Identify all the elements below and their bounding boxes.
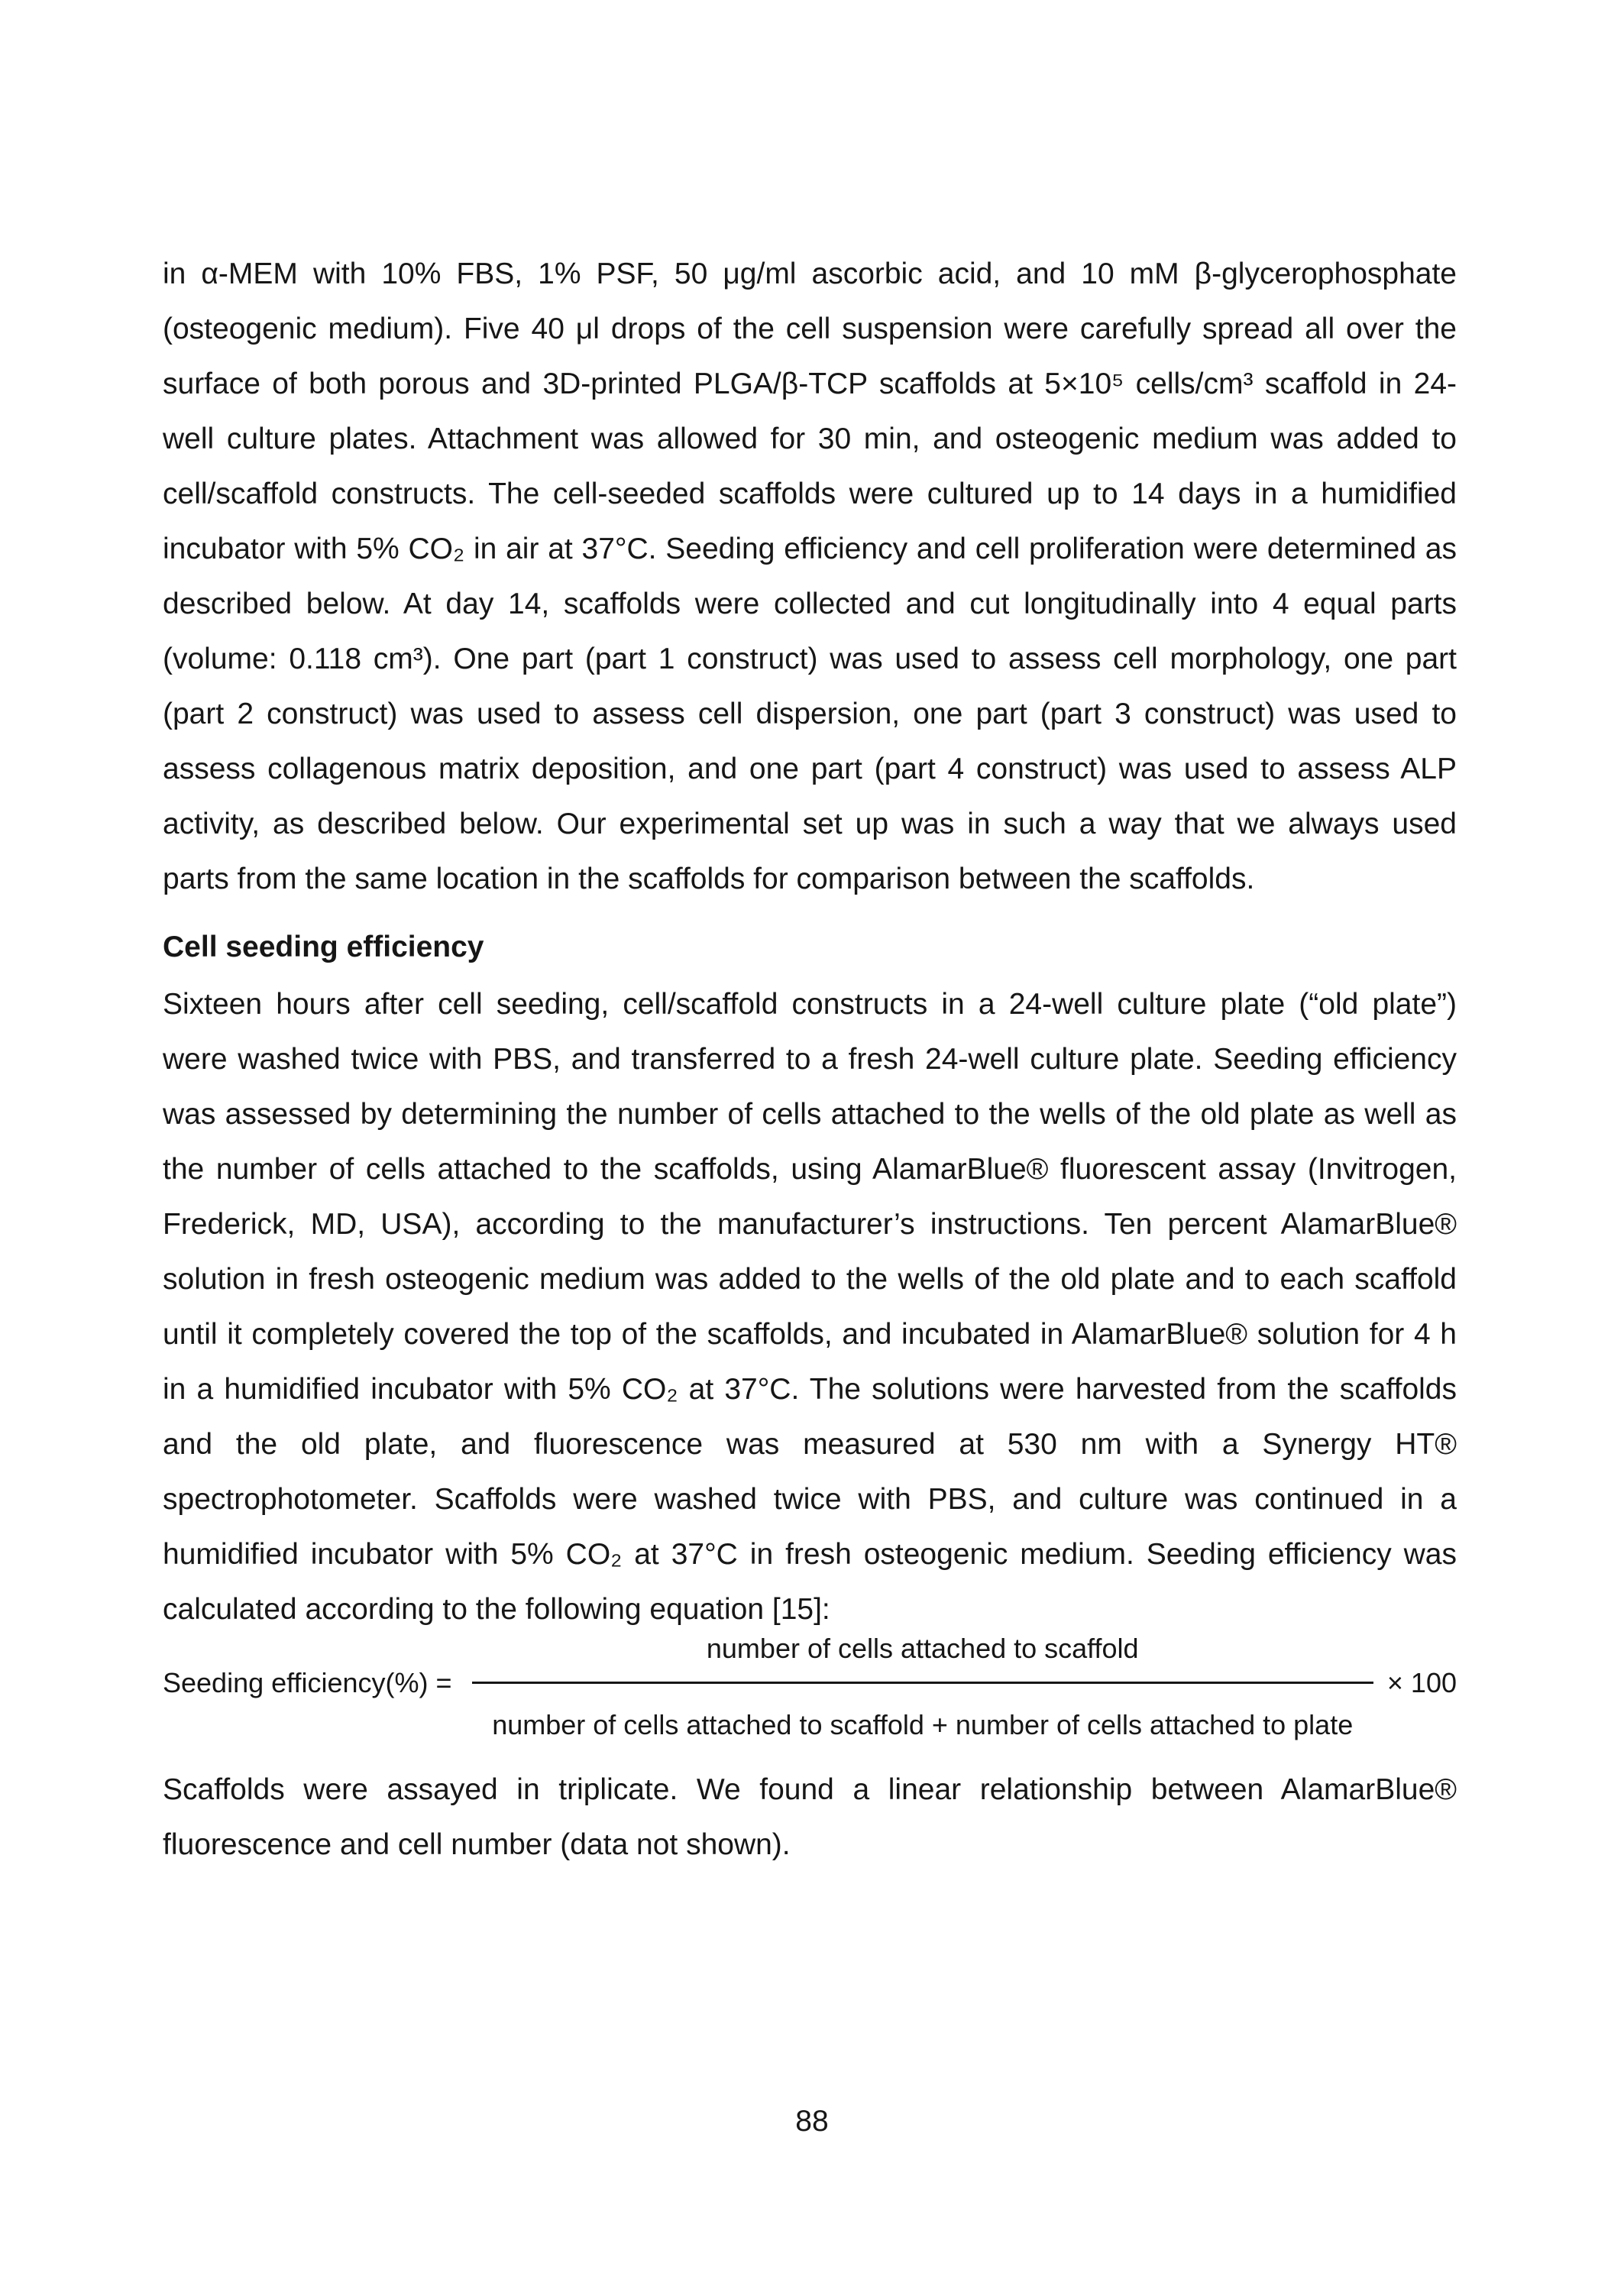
paragraph-culture-methods: in α-MEM with 10% FBS, 1% PSF, 50 μg/ml ascorbic acid, and 10 mM β-glycerophosphate (osteogenic medium). Five 40 μl drops of the cell suspension were carefully spread all over the surface of both porous and 3D-printed PLGA/β-TCP scaffolds at 5×10⁵ cells/cm³ scaffold in 24-well culture plates. Attachment was allowed for 30 min, and osteogenic medium was added to cell/scaffold constructs. The cell-seeded scaffolds were cultured up to 14 days in a humidified incubator with 5% CO₂ in air at 37°C. Seeding efficiency and cell proliferation were determined as described below. At day 14, scaffolds were collected and cut longitudinally into 4 equal parts (volume: 0.118 cm³). One part (part 1 construct) was used to assess cell morphology, one part (part 2 construct) was used to assess cell dispersion, one part (part 3 construct) was used to assess collagenous matrix deposition, and one part (part 4 construct) was used to assess ALP activity, as described below. Our experimental set up was in such a way that we always used parts from the same location in the scaffolds for comparison between the scaffolds. xyxy=(163,257,1457,895)
equation-multiplier: × 100 xyxy=(1386,1667,1457,1698)
equation-lhs: Seeding efficiency(%) = xyxy=(163,1667,452,1698)
equation-denominator: number of cells attached to scaffold + number of cells attached to plate xyxy=(492,1709,1354,1740)
page-number: 88 xyxy=(795,2105,829,2138)
paragraph-triplicate-note: Scaffolds were assayed in triplicate. We found a linear relationship between AlamarBlue® fluorescence and cell number (data not shown). xyxy=(163,1773,1457,1861)
paragraph-seeding-efficiency-assay: Sixteen hours after cell seeding, cell/scaffold constructs in a 24-well culture plate (“old plate”) were washed twice with PBS, and transferred to a fresh 24-well culture plate. Seeding efficiency was assessed by determining the number of cells attached to the wells of the old plate as well as the number of cells attached to the scaffolds, using AlamarBlue® fluorescent assay (Invitrogen, Frederick, MD, USA), according to the manufacturer’s instructions. Ten percent AlamarBlue® solution in fresh osteogenic medium was added to the wells of the old plate and to each scaffold until it completely covered the top of the scaffolds, and incubated in AlamarBlue® solution for 4 h in a humidified incubator with 5% CO₂ at 37°C. The solutions were harvested from the scaffolds and the old plate, and fluorescence was measured at 530 nm with a Synergy HT® spectrophotometer. Scaffolds were washed twice with PBS, and culture was continued in a humidified incubator with 5% CO₂ at 37°C in fresh osteogenic medium. Seeding efficiency was calculated according to the following equation [15]: xyxy=(163,988,1457,1626)
equation-fraction xyxy=(472,1633,1373,1741)
section-heading-cell-seeding-efficiency: Cell seeding efficiency xyxy=(163,931,484,963)
equation-numerator: number of cells attached to scaffold xyxy=(472,1633,1373,1684)
seeding-efficiency-equation xyxy=(163,1633,1457,1741)
